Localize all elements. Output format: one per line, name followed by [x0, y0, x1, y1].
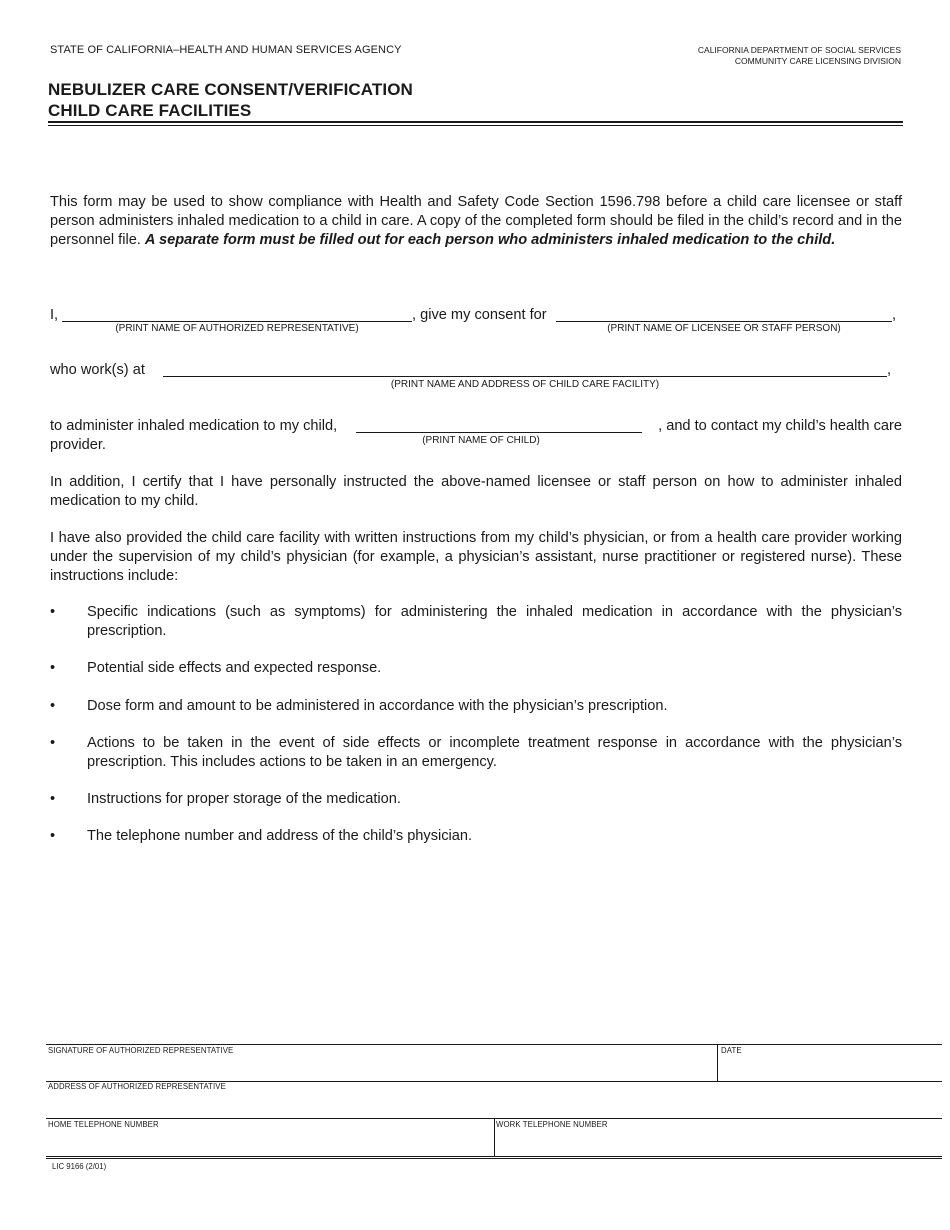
consent-comma: ,: [892, 307, 897, 323]
certify-paragraph: In addition, I certify that I have personally instructed the above-named licensee or staff person on how to administer inhaled medication to my child.: [50, 474, 902, 509]
bullet-symbol: •: [50, 660, 56, 676]
provider-text: provider.: [50, 437, 106, 453]
representative-caption: (PRINT NAME OF AUTHORIZED REPRESENTATIVE): [115, 323, 359, 334]
title-rule-thin: [48, 125, 903, 126]
facility-caption: (PRINT NAME AND ADDRESS OF CHILD CARE FACILITY): [390, 379, 660, 390]
list-item: Instructions for proper storage of the medication.: [87, 791, 401, 807]
list-item: Dose form and amount to be administered in accordance with the physician’s prescription.: [87, 698, 668, 714]
form-title-line2: CHILD CARE FACILITIES: [48, 101, 252, 120]
bullet-symbol: •: [50, 791, 56, 807]
home-phone-label: HOME TELEPHONE NUMBER: [48, 1120, 159, 1129]
table-divider: [717, 1044, 718, 1081]
table-divider: [494, 1118, 495, 1156]
division-name: COMMUNITY CARE LICENSING DIVISION: [734, 55, 901, 66]
form-title-line1: NEBULIZER CARE CONSENT/VERIFICATION: [48, 80, 413, 99]
date-label: DATE: [721, 1046, 742, 1055]
works-at-text: who work(s) at: [50, 362, 145, 378]
table-rule: [46, 1156, 942, 1157]
administer-text: to administer inhaled medication to my child,: [50, 418, 338, 434]
licensee-name-field[interactable]: [556, 321, 892, 322]
bullet-symbol: •: [50, 698, 56, 714]
instructions-paragraph: I have also provided the child care facility with written instructions from my child’s physician, or from a health care provider working under the supervision of my child’s physician (for example, a physician’s assistant, nurse practitioner or registered nurse). These instructions include:: [50, 530, 902, 584]
intro-text: This form may be used to show compliance with Health and Safety Code Section 1596.798 before a child care licensee or staff person administers inhaled medication to a child in care. A copy of the completed form should be filed in the child’s record and in the personnel file.: [50, 194, 902, 248]
list-item: Specific indications (such as symptoms) for administering the inhaled medication in accordance with the physician’s prescription.: [87, 604, 902, 639]
signature-field[interactable]: [48, 1046, 233, 1055]
intro-emphasis: A separate form must be filled out for each person who administers inhaled medication to the child.: [144, 232, 836, 248]
licensee-caption: (PRINT NAME OF LICENSEE OR STAFF PERSON): [607, 323, 841, 334]
child-caption: (PRINT NAME OF CHILD): [422, 435, 540, 446]
child-name-field[interactable]: [356, 432, 642, 433]
facility-field[interactable]: [163, 376, 887, 377]
table-rule: [46, 1044, 942, 1045]
consent-i-prefix: I,: [50, 307, 59, 323]
facility-comma: ,: [887, 362, 892, 378]
bullet-symbol: •: [50, 828, 56, 844]
department-block: [698, 45, 901, 66]
signature-label: SIGNATURE OF AUTHORIZED REPRESENTATIVE: [48, 1046, 234, 1055]
bullet-symbol: •: [50, 604, 56, 620]
work-phone-field[interactable]: [496, 1120, 608, 1129]
form-title: [48, 79, 413, 121]
form-number: LIC 9166 (2/01): [52, 1162, 107, 1171]
bullet-symbol: •: [50, 735, 56, 751]
title-rule-thick: [48, 121, 903, 123]
list-item: The telephone number and address of the child’s physician.: [87, 828, 473, 844]
signature-table: [46, 1044, 942, 1158]
give-consent-text: , give my consent for: [412, 307, 547, 323]
address-field[interactable]: [48, 1082, 226, 1091]
contact-text: , and to contact my child’s health care: [658, 418, 902, 434]
home-phone-field[interactable]: [48, 1120, 159, 1129]
list-item: Potential side effects and expected response.: [87, 660, 382, 676]
list-item: Actions to be taken in the event of side effects or incomplete treatment response in accordance with the physician’s prescription. This includes actions to be taken in an emergency.: [87, 735, 902, 770]
work-phone-label: WORK TELEPHONE NUMBER: [496, 1120, 608, 1129]
department-name: CALIFORNIA DEPARTMENT OF SOCIAL SERVICES: [697, 45, 901, 55]
agency-name: STATE OF CALIFORNIA–HEALTH AND HUMAN SERVICES AGENCY: [50, 44, 402, 56]
intro-paragraph: [50, 193, 902, 250]
table-rule: [46, 1158, 942, 1159]
date-field[interactable]: [721, 1046, 742, 1055]
address-label: ADDRESS OF AUTHORIZED REPRESENTATIVE: [48, 1082, 226, 1091]
representative-name-field[interactable]: [62, 321, 412, 322]
